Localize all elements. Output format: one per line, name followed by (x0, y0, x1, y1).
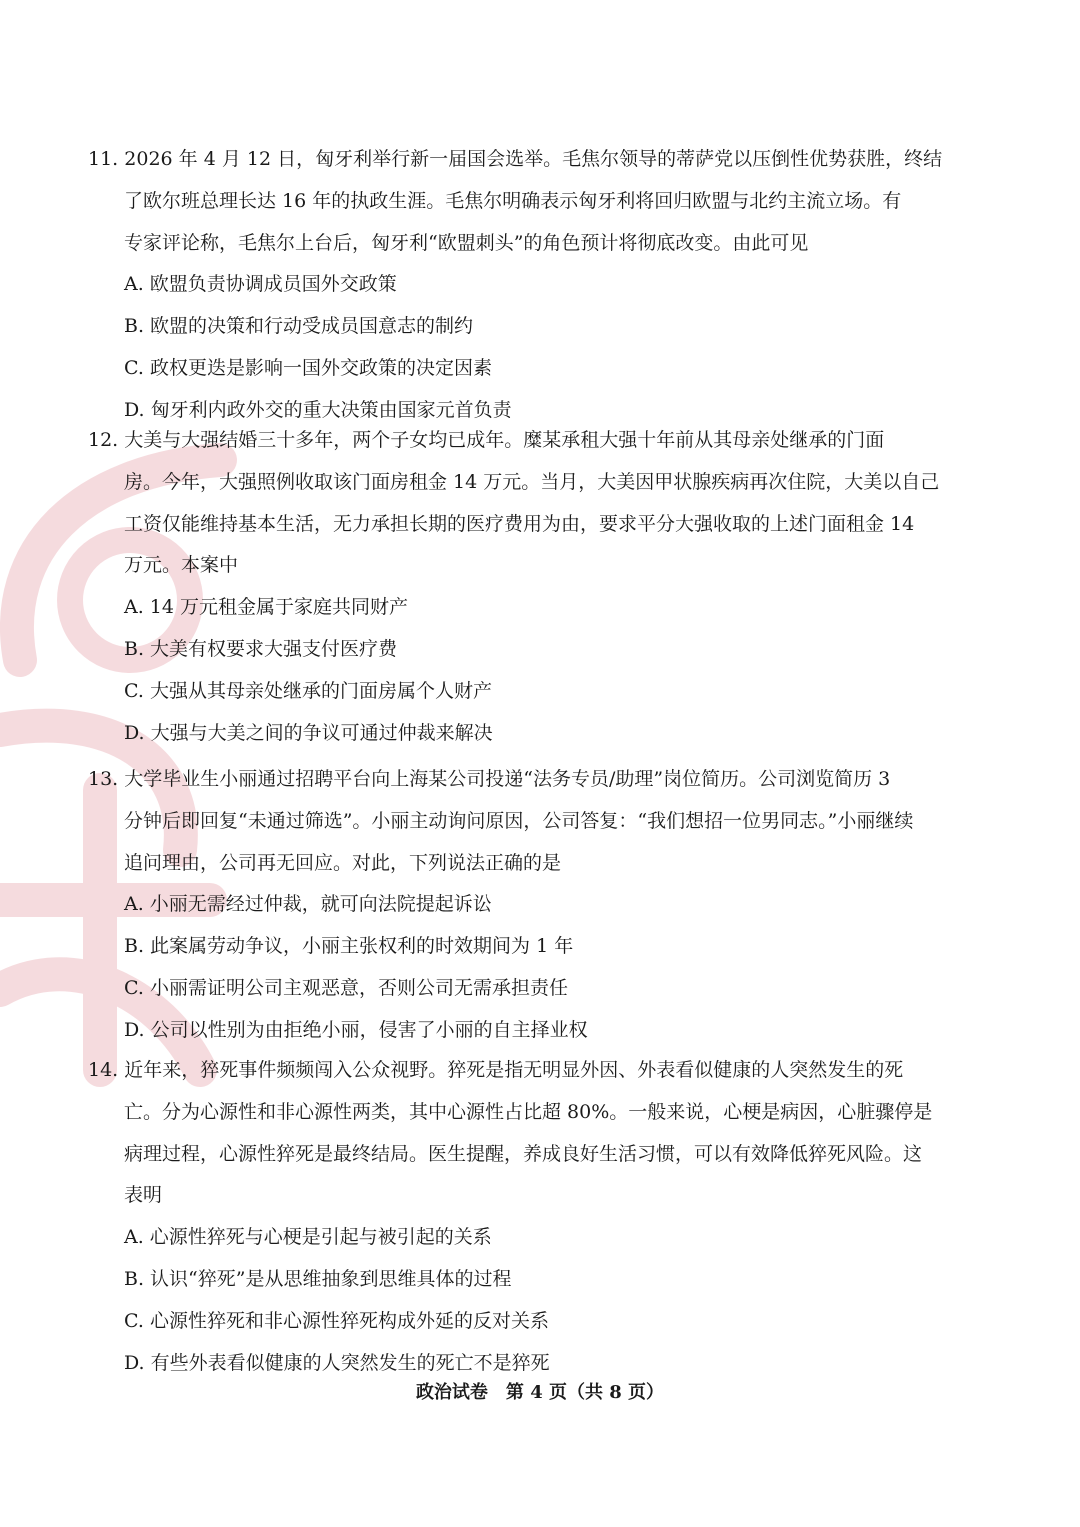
answer-option[interactable]: A. 14 万元租金属于家庭共同财产 (124, 596, 409, 618)
question-stem-text: 2026 年 4 月 12 日，匈牙利举行新一届国会选举。毛焦尔领导的蒂萨党以压倒性优势获胜，终结 (124, 148, 943, 170)
question-stem-first-line (88, 1059, 903, 1081)
question-stem-text: 大学毕业生小丽通过招聘平台向上海某公司投递“法务专员/助理”岗位简历。公司浏览简历 3 (124, 768, 891, 790)
question-stem-line: 病理过程，心源性猝死是最终结局。医生提醒，养成良好生活习惯，可以有效降低猝死风险。这 (124, 1143, 923, 1165)
question-stem-first-line (88, 768, 890, 790)
answer-option[interactable]: D. 匈牙利内政外交的重大决策由国家元首负责 (124, 399, 512, 421)
answer-option[interactable]: C. 小丽需证明公司主观恶意，否则公司无需承担责任 (124, 977, 568, 999)
question-stem-first-line (88, 148, 942, 170)
answer-option[interactable]: A. 欧盟负责协调成员国外交政策 (124, 273, 397, 295)
question-stem-line: 工资仅能维持基本生活，无力承担长期的医疗费用为由，要求平分大强收取的上述门面租金 14 (124, 513, 915, 535)
question-stem-first-line (88, 429, 884, 451)
question-number: 14. (88, 1059, 125, 1081)
question-stem-line: 表明 (124, 1184, 163, 1206)
question-stem-text: 近年来，猝死事件频频闯入公众视野。猝死是指无明显外因、外表看似健康的人突然发生的死 (124, 1059, 904, 1081)
question-number: 11. (88, 148, 125, 170)
answer-option[interactable]: C. 政权更迭是影响一国外交政策的决定因素 (124, 357, 492, 379)
question-stem-line: 亡。分为心源性和非心源性两类，其中心源性占比超 80%。一般来说，心梗是病因，心脏骤停是 (124, 1101, 933, 1123)
answer-option[interactable]: B. 认识“猝死”是从思维抽象到思维具体的过程 (124, 1268, 512, 1290)
page-footer: 政治试卷 第 4 页（共 8 页） (415, 1382, 665, 1403)
question-stem-text: 大美与大强结婚三十多年，两个子女均已成年。糜某承租大强十年前从其母亲处继承的门面 (124, 429, 885, 451)
answer-option[interactable]: D. 有些外表看似健康的人突然发生的死亡不是猝死 (124, 1352, 550, 1374)
answer-option[interactable]: B. 此案属劳动争议，小丽主张权利的时效期间为 1 年 (124, 935, 574, 957)
answer-option[interactable]: A. 小丽无需经过仲裁，就可向法院提起诉讼 (124, 893, 492, 915)
question-stem-line: 房。今年，大强照例收取该门面房租金 14 万元。当月，大美因甲状腺疾病再次住院，大美以自己 (124, 471, 940, 493)
question-stem-line: 专家评论称，毛焦尔上台后，匈牙利“欧盟刺头”的角色预计将彻底改变。由此可见 (124, 232, 809, 254)
answer-option[interactable]: A. 心源性猝死与心梗是引起与被引起的关系 (124, 1226, 492, 1248)
question-stem-line: 万元。本案中 (124, 554, 239, 576)
answer-option[interactable]: C. 大强从其母亲处继承的门面房属个人财产 (124, 680, 492, 702)
question-number: 12. (88, 429, 125, 451)
question-stem-line: 追问理由，公司再无回应。对此，下列说法正确的是 (124, 852, 562, 874)
answer-option[interactable]: C. 心源性猝死和非心源性猝死构成外延的反对关系 (124, 1310, 549, 1332)
question-stem-line: 了欧尔班总理长达 16 年的执政生涯。毛焦尔明确表示匈牙利将回归欧盟与北约主流立场。有 (124, 190, 902, 212)
question-stem-line: 分钟后即回复“未通过筛选”。小丽主动询问原因，公司答复：“我们想招一位男同志。”小丽继续 (124, 810, 914, 832)
question-number: 13. (88, 768, 125, 790)
answer-option[interactable]: B. 大美有权要求大强支付医疗费 (124, 638, 398, 660)
answer-option[interactable]: B. 欧盟的决策和行动受成员国意志的制约 (124, 315, 474, 337)
answer-option[interactable]: D. 大强与大美之间的争议可通过仲裁来解决 (124, 722, 493, 744)
answer-option[interactable]: D. 公司以性别为由拒绝小丽，侵害了小丽的自主择业权 (124, 1019, 588, 1041)
